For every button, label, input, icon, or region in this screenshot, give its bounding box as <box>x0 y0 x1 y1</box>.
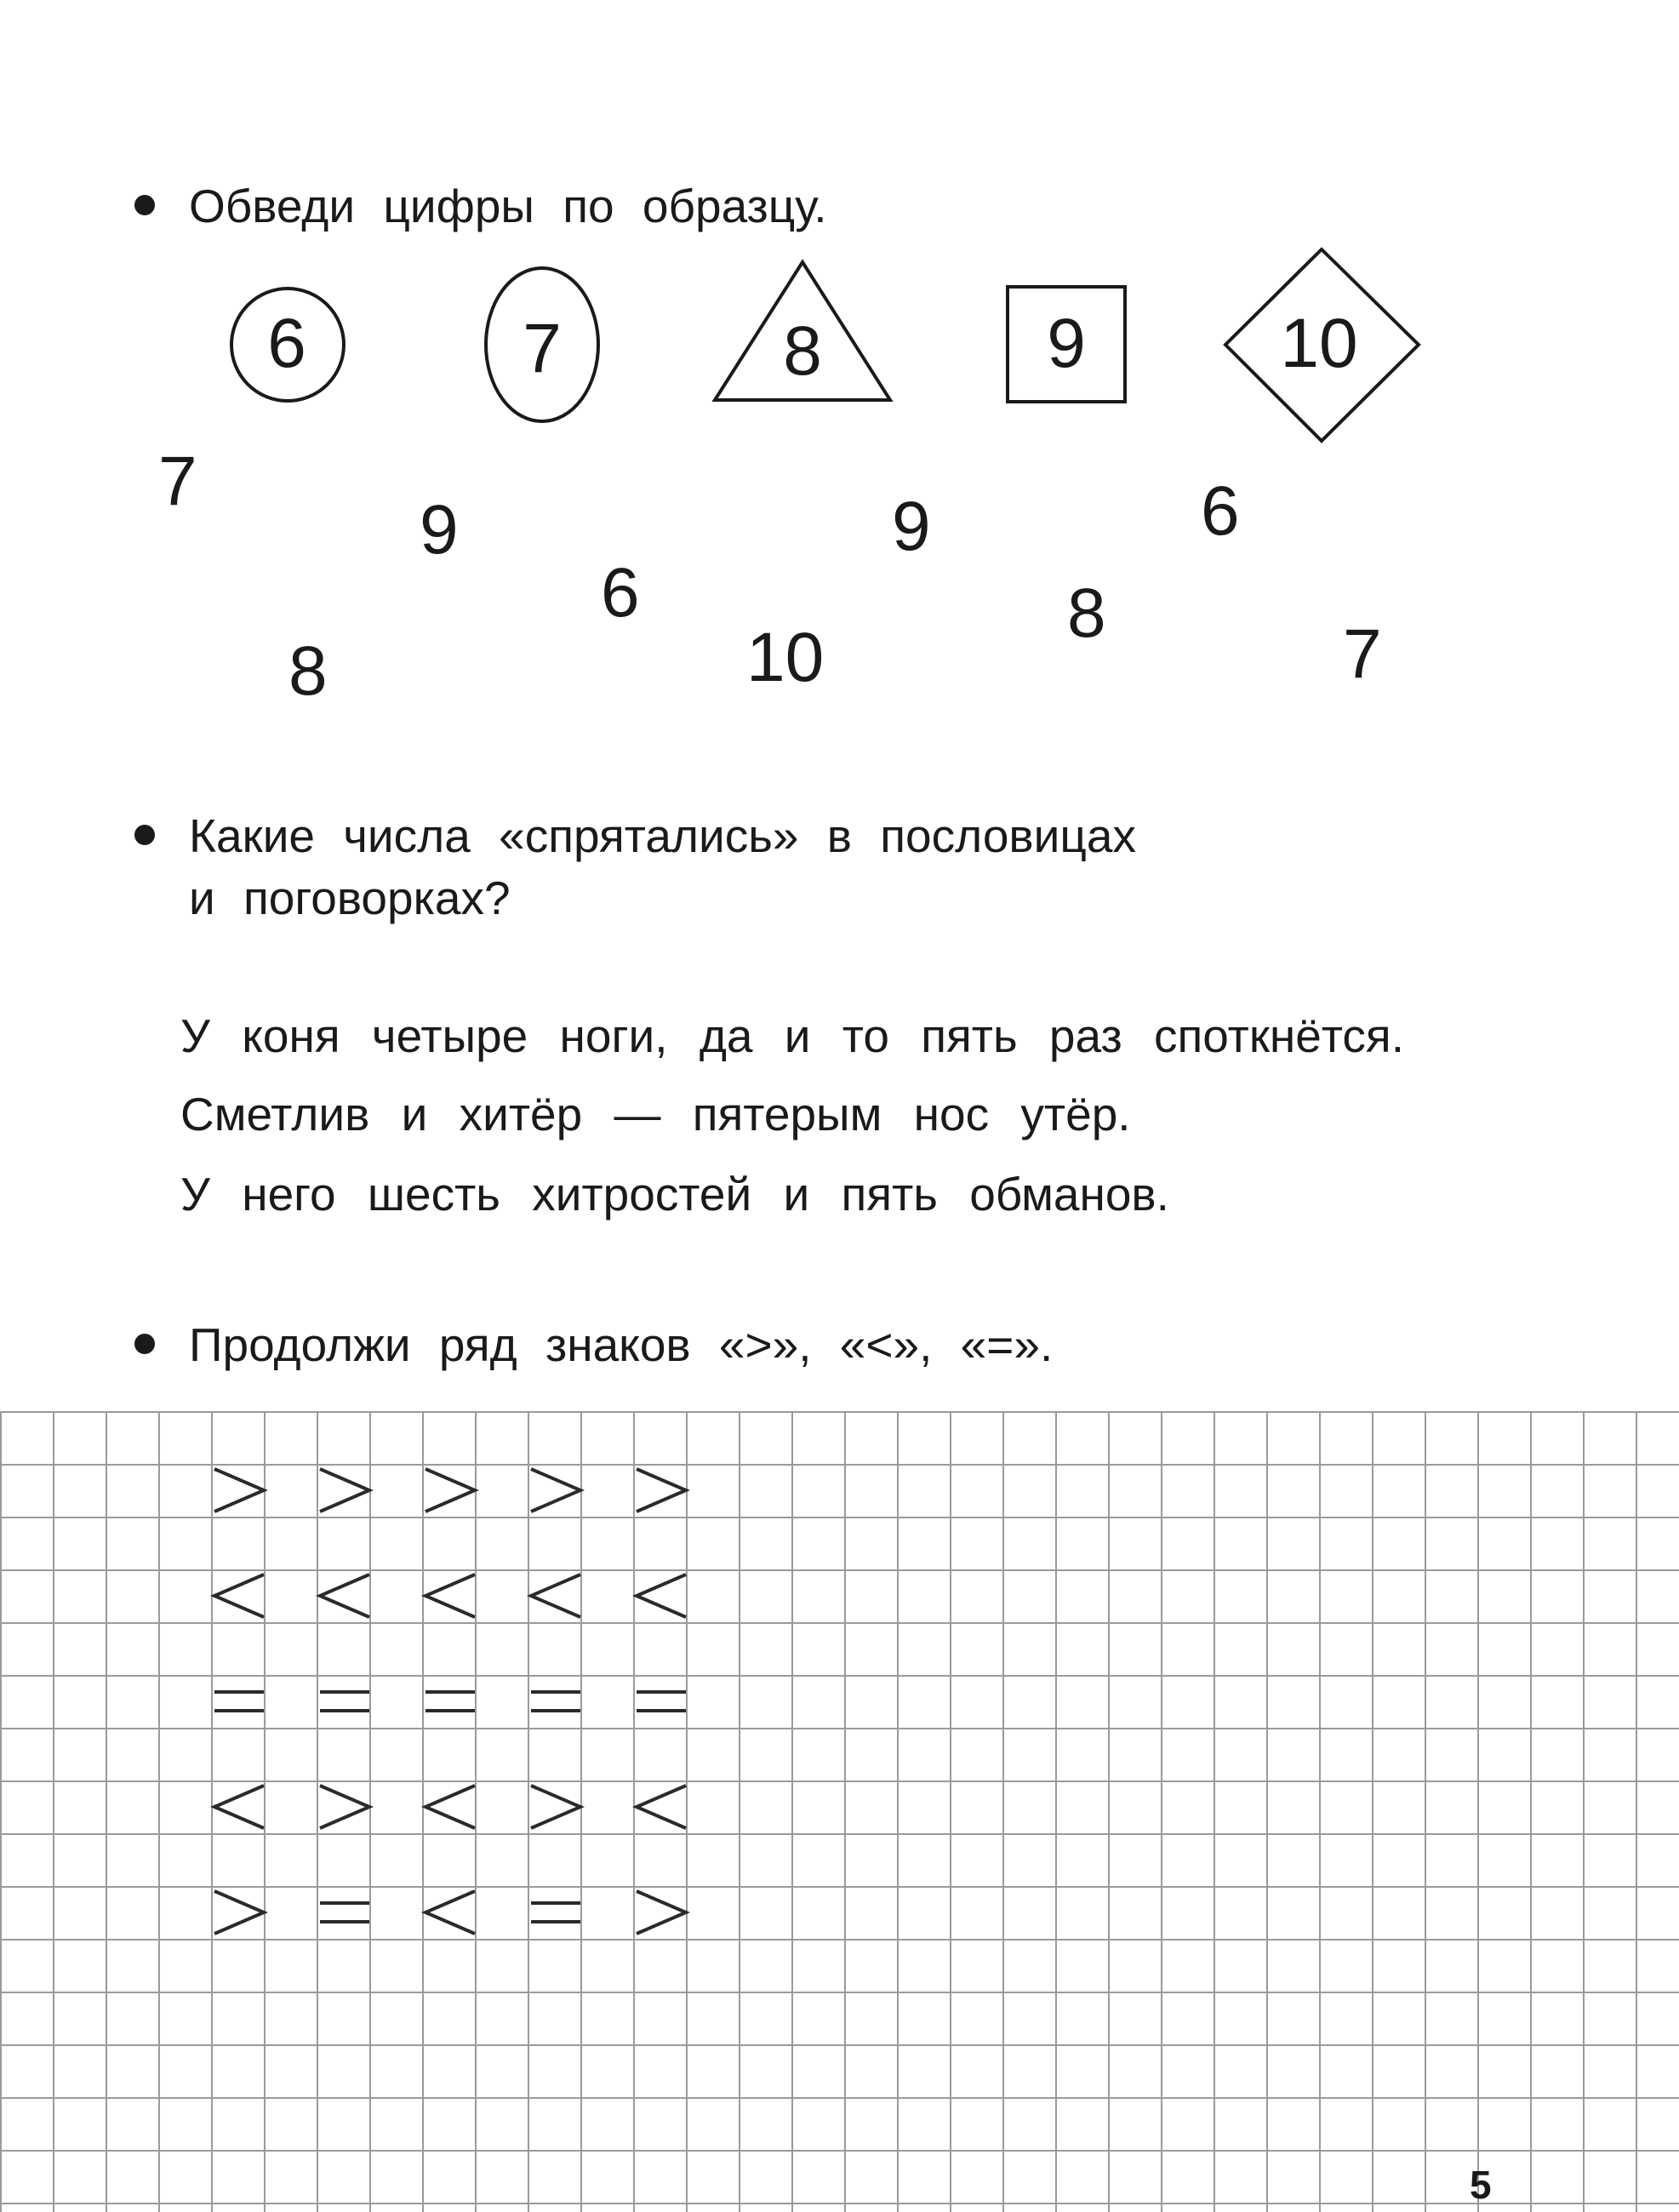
less-than-sign <box>425 1575 475 1617</box>
sample-number-6: 6 <box>267 305 306 382</box>
scattered-number: 6 <box>601 554 640 632</box>
less-than-sign <box>320 1575 369 1617</box>
greater-than-sign <box>637 1469 686 1512</box>
bullet-icon <box>134 825 155 845</box>
greater-than-sign <box>531 1469 580 1512</box>
greater-than-sign <box>425 1469 475 1512</box>
equals-sign <box>214 1692 264 1711</box>
less-than-sign <box>425 1786 475 1828</box>
greater-than-sign <box>531 1786 580 1828</box>
scattered-number: 8 <box>288 632 328 710</box>
task-hidden-numbers-line2: и поговорках? <box>189 872 511 924</box>
equals-sign <box>320 1692 369 1711</box>
proverb-line: У него шесть хитростей и пять обманов. <box>180 1168 1169 1220</box>
scattered-number: 7 <box>158 443 197 520</box>
proverb-line: Сметлив и хитёр — пятерым нос утёр. <box>180 1088 1131 1140</box>
shapes-outline <box>0 0 1679 477</box>
less-than-sign <box>214 1575 264 1617</box>
task-continue-signs-text: Продолжи ряд знаков «>», «<», «=». <box>189 1318 1054 1371</box>
sample-number-10: 10 <box>1280 305 1358 382</box>
scattered-number: 9 <box>892 488 931 565</box>
equals-sign <box>531 1903 580 1922</box>
equals-sign <box>320 1903 369 1922</box>
less-than-sign <box>637 1786 686 1828</box>
greater-than-sign <box>320 1469 369 1512</box>
equals-sign <box>637 1692 686 1711</box>
less-than-sign <box>425 1891 475 1934</box>
sample-number-7: 7 <box>523 310 562 387</box>
bullet-icon <box>134 1334 155 1354</box>
less-than-sign <box>637 1575 686 1617</box>
sign-rows <box>0 1411 1679 2212</box>
sample-number-9: 9 <box>1047 305 1086 382</box>
scattered-number: 6 <box>1201 472 1240 550</box>
greater-than-sign <box>320 1786 369 1828</box>
equals-sign <box>531 1692 580 1711</box>
greater-than-sign <box>214 1469 264 1512</box>
less-than-sign <box>214 1786 264 1828</box>
task-trace-digits-text: Обведи цифры по образцу. <box>189 180 827 232</box>
greater-than-sign <box>214 1891 264 1934</box>
sample-number-8: 8 <box>783 312 822 390</box>
less-than-sign <box>531 1575 580 1617</box>
scattered-number: 9 <box>420 491 459 569</box>
proverb-line: У коня четыре ноги, да и то пять раз споткнётся. <box>180 1009 1404 1062</box>
scattered-number: 8 <box>1067 574 1106 652</box>
task-hidden-numbers-line1: Какие числа «спрятались» в пословицах <box>189 809 1136 862</box>
page-number: 5 <box>1470 2163 1492 2207</box>
scattered-number: 7 <box>1343 615 1382 693</box>
scattered-number: 10 <box>746 619 825 696</box>
greater-than-sign <box>637 1891 686 1934</box>
sample-shapes <box>0 0 1679 477</box>
equals-sign <box>425 1692 475 1711</box>
